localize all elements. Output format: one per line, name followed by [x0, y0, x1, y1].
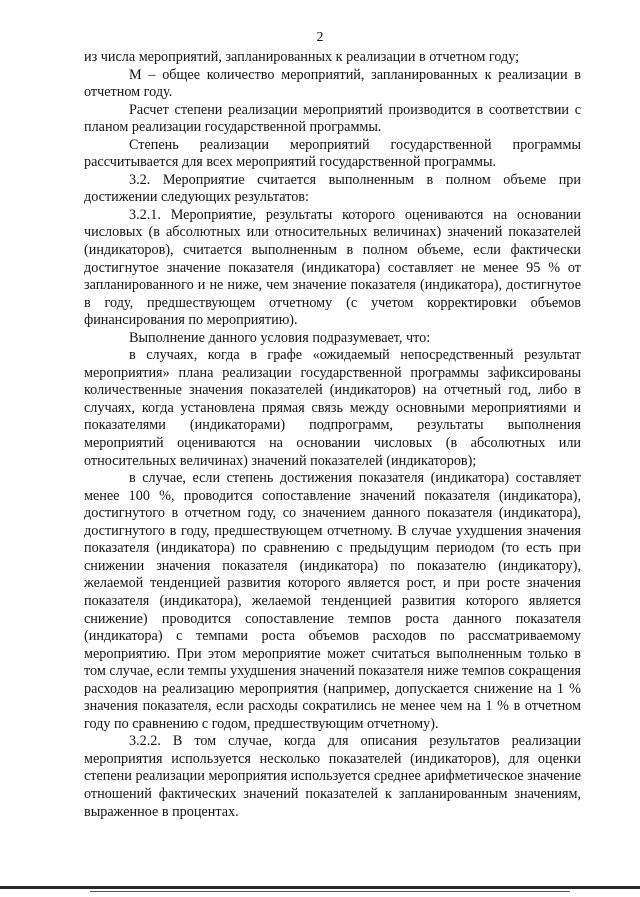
page-number: 2	[316, 30, 324, 45]
paragraph: Выполнение данного условия подразумевает, что:	[129, 329, 431, 346]
paragraph: Расчет степени реализации мероприятий производится в соответствии с планом реализации государственной программы.	[84, 101, 581, 136]
paragraph: Степень реализации мероприятий государственной программы рассчитывается для всех мероприятий государственной программы.	[84, 136, 581, 171]
paragraph: в случаях, когда в графе «ожидаемый непосредственный результат мероприятия» плана реализации государственной программы зафиксированы количественные значения показателей (индикаторов) на отчетный год, либо в случаях, когда установлена прямая связь между основными мероприятиями и показателями (индикаторами) подпрограмм, результаты выполнения мероприятий оцениваются на основании числовых (в абсолютных или относительных величинах) значений показателей (индикаторов);	[84, 347, 581, 469]
scan-edge-line	[0, 886, 640, 889]
paragraph: М – общее количество мероприятий, запланированных к реализации в отчетном году.	[84, 66, 581, 101]
document-body	[84, 49, 581, 821]
paragraph: 3.2.2. В том случае, когда для описания результатов реализации мероприятия используется несколько показателей (индикаторов), для оценки степени реализации мероприятия используется среднее арифметическое значение отношений фактических значений показателей к запланированным значениям, выраженное в процентах.	[84, 733, 581, 820]
scan-edge-line	[90, 891, 570, 892]
paragraph: 3.2.1. Мероприятие, результаты которого оцениваются на основании числовых (в абсолютных или относительных величинах) значений показателей (индикаторов), считается выполненным в полном объеме, если фактически достигнутое значение показателя (индикатора) составляет не менее 95 % от запланированного и не ниже, чем значение показателя (индикатора), достигнутое в году, предшествующем отчетному (с учетом корректировки объемов финансирования по мероприятию).	[84, 206, 581, 329]
paragraph: 3.2. Мероприятие считается выполненным в полном объеме при достижении следующих результатов:	[84, 171, 581, 206]
paragraph: в случае, если степень достижения показателя (индикатора) составляет менее 100 %, проводится сопоставление значений показателя (индикатора), достигнутого в отчетном году, со значением данного показателя (индикатора), достигнутого в году, предшествующем отчетному. В случае ухудшения значения показателя (индикатора) по сравнению с предыдущим периодом (то есть при снижении значения показателя (индикатора) по показателю (индикатору), желаемой тенденцией развития которого является рост, и при росте значения показателя (индикатора), желаемой тенденцией развития которого является снижение) проводится сопоставление темпов роста данного показателя (индикатора) с темпами роста объемов расходов по рассматриваемому мероприятию. При этом мероприятие может считаться выполненным только в том случае, если темпы ухудшения значений показателя ниже темпов сокращения расходов на реализацию мероприятия (например, допускается снижение на 1 % значения показателя, если расходы сократились не менее чем на 1 % в отчетном году по сравнению с годом, предшествующим отчетному).	[84, 470, 581, 732]
paragraph: из числа мероприятий, запланированных к реализации в отчетном году;	[84, 49, 520, 65]
